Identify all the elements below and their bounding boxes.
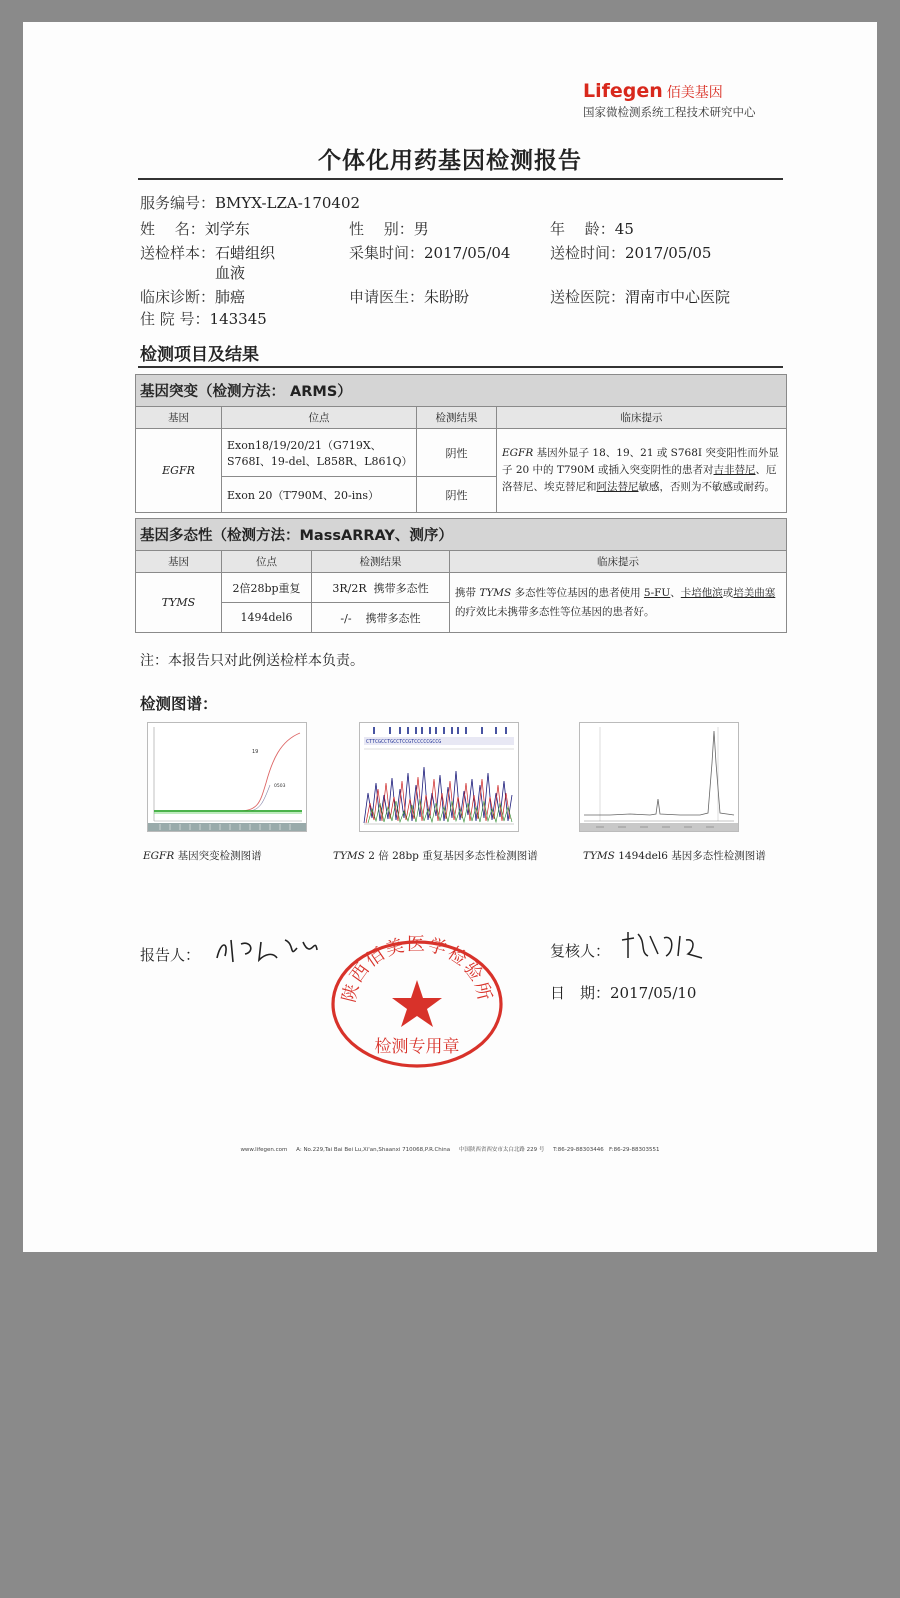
hospital: 送检医院：渭南市中心医院 <box>550 288 731 306</box>
mutation-band: 基因突变（检测方法： ARMS） <box>136 375 787 407</box>
section-title: 检测项目及结果 <box>140 345 259 365</box>
egfr-amplification-plot <box>147 722 307 832</box>
collect-time: 采集时间：2017/05/04 <box>349 244 511 262</box>
curve-label-a: 19 <box>252 749 259 755</box>
reviewer-label: 复核人： <box>550 942 611 960</box>
reporter-signature <box>211 930 321 970</box>
clinical-hint-egfr: EGFR 基因外显子 18、19、21 或 S768I 突变阳性而外显子 20 中的 T790M 或插入突变阴性的患者对吉非替尼、厄洛替尼、埃克替尼和阿法替尼敏感，否则为不敏感或耐药。 <box>497 429 787 513</box>
tyms-mass-spectrum <box>579 722 739 832</box>
report-date: 日 期：2017/05/10 <box>550 984 697 1002</box>
result-cell: 阴性 <box>417 477 497 513</box>
service-no: 服务编号：BMYX-LZA-170402 <box>140 194 361 212</box>
lifegen-logo <box>583 80 756 120</box>
mutation-table <box>135 374 787 513</box>
patient-age: 年 龄：45 <box>550 220 634 238</box>
polymorphism-band: 基因多态性（检测方法：MassARRAY、测序） <box>136 519 787 551</box>
col-result: 检测结果 <box>312 551 450 573</box>
stamp-bottom-text: 检测专用章 <box>374 1037 460 1057</box>
brand-name: Lifegen <box>583 80 663 102</box>
col-gene: 基因 <box>136 551 222 573</box>
inpatient-no: 住 院 号：143345 <box>140 310 267 328</box>
reporter-label: 报告人： <box>140 946 201 964</box>
curve-label-b: 0503 <box>274 784 286 789</box>
caption-egfr: EGFR 基因突变检测图谱 <box>143 850 262 862</box>
site-cell: 1494del6 <box>222 603 312 633</box>
site-cell: Exon 20（T790M、20-ins） <box>222 477 417 513</box>
col-hint: 临床提示 <box>497 407 787 429</box>
title-rule <box>138 178 783 180</box>
result-cell: -/- 携带多态性 <box>312 603 450 633</box>
atlas-title: 检测图谱： <box>140 695 218 713</box>
section-rule <box>138 366 783 368</box>
patient-name: 姓 名：刘学东 <box>140 220 250 238</box>
tyms-chromatogram <box>359 722 519 832</box>
report-note: 注：本报告只对此例送检样本负责。 <box>140 653 364 669</box>
brand-name-cn: 佰美基因 <box>666 85 723 101</box>
diagnosis: 临床诊断：肺癌 <box>140 288 246 306</box>
col-result: 检测结果 <box>417 407 497 429</box>
result-cell: 3R/2R 携带多态性 <box>312 573 450 603</box>
patient-sex: 性 别：男 <box>349 220 429 238</box>
doctor: 申请医生：朱盼盼 <box>349 288 470 306</box>
gene-egfr: EGFR <box>136 429 222 513</box>
report-page <box>23 22 877 1252</box>
col-hint: 临床提示 <box>450 551 787 573</box>
clinical-hint-tyms: 携带 TYMS 多态性等位基因的患者使用 5-FU、卡培他滨或培美曲塞的疗效比未携带多态性等位基因的患者好。 <box>450 573 787 633</box>
gene-tyms: TYMS <box>136 573 222 633</box>
col-site: 位点 <box>222 551 312 573</box>
col-site: 位点 <box>222 407 417 429</box>
report-title: 个体化用药基因检测报告 <box>318 148 582 174</box>
footer: www.lifegen.com A: No.229,Tai Bai Bei Lu,Xi'an,Shaanxi 710068,P.R.China 中国陕西省西安市太白北路 229 号 T:86-29-88303446 F:86-29-88303551 <box>240 1147 660 1153</box>
site-cell: 2倍28bp重复 <box>222 573 312 603</box>
caption-tyms-1494del6: TYMS 1494del6 基因多态性检测图谱 <box>583 850 766 862</box>
result-cell: 阴性 <box>417 429 497 477</box>
sample-type-2: 血液 <box>215 264 246 282</box>
col-gene: 基因 <box>136 407 222 429</box>
polymorphism-table <box>135 518 787 633</box>
svg-text:CTTCGCCTGCCTCCGTCCCCCGCCG: CTTCGCCTGCCTCCGTCCCCCGCCG <box>366 739 442 745</box>
caption-tyms-28bp: TYMS 2 倍 28bp 重复基因多态性检测图谱 <box>333 850 538 862</box>
official-stamp <box>327 922 507 1070</box>
org-name: 国家微检测系统工程技术研究中心 <box>583 105 756 119</box>
submit-time: 送检时间：2017/05/05 <box>550 244 712 262</box>
reviewer-signature <box>618 926 718 966</box>
site-cell: Exon18/19/20/21（G719X、S768I、19-del、L858R、L861Q） <box>222 429 417 477</box>
star-icon <box>392 980 442 1027</box>
sample-type: 送检样本：石蜡组织 <box>140 244 276 262</box>
stamp-arc-text: 陕西佰美医学检验所 <box>338 934 496 1005</box>
